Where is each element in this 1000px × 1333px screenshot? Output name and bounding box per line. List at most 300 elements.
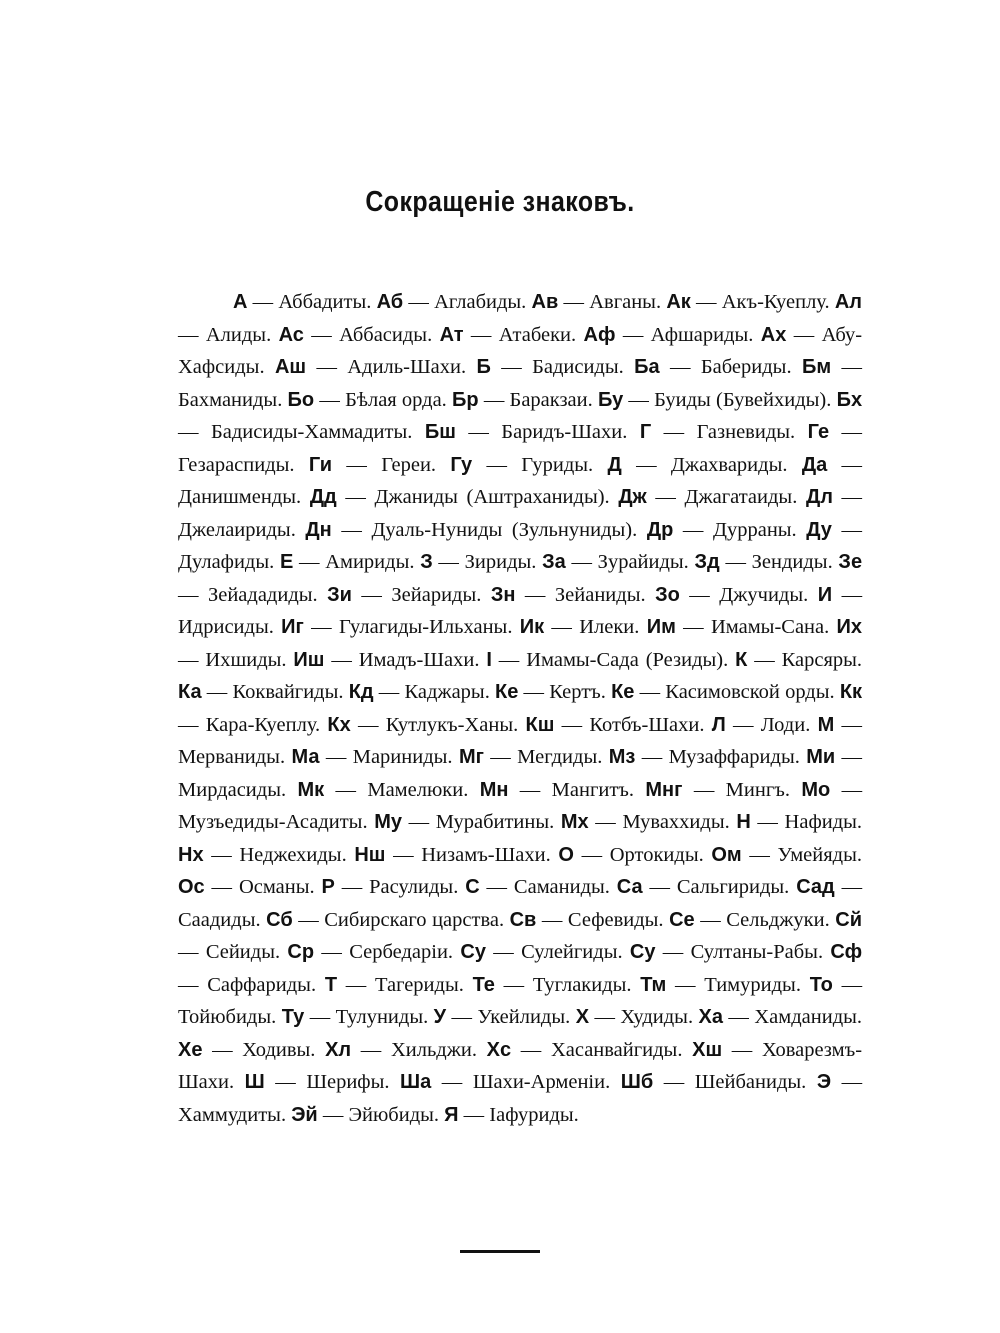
abbreviation-code: Кд: [348, 681, 374, 703]
abbreviation-code: Мк: [297, 778, 325, 801]
dynasty-name: Касимовской орды.: [665, 681, 835, 703]
abbreviation-code: Сф: [830, 941, 863, 963]
dynasty-name: Зурайиды.: [597, 551, 689, 573]
abbreviation-entry: [487, 1039, 683, 1061]
abbreviation-entry: [561, 811, 730, 833]
entry-separator: —: [690, 291, 722, 313]
dynasty-name: Музъедиды-Асадиты.: [178, 811, 368, 833]
dynasty-name: Низамъ-Шахи.: [421, 843, 551, 866]
abbreviation-code: То: [809, 973, 833, 996]
dynasty-name: Мирдасиды.: [178, 778, 287, 801]
dynasty-name: Алиды.: [205, 323, 272, 346]
abbreviation-code: Б: [476, 356, 491, 378]
dynasty-name: Дуаль-Нуниды (Зульнуниды).: [371, 518, 638, 541]
entry-separator: —: [385, 843, 422, 866]
abbreviation-entry: [233, 291, 371, 313]
dynasty-name: Іафуриды.: [489, 1103, 579, 1126]
dynasty-name: Газневиды.: [696, 421, 796, 443]
abbreviation-entry: [666, 291, 829, 313]
abbreviation-code: Ка: [178, 681, 202, 703]
entry-separator: —: [350, 713, 386, 736]
abbreviation-entry: [425, 421, 628, 443]
abbreviation-code: Ав: [531, 291, 559, 313]
dynasty-name: Хамданиды.: [754, 1006, 863, 1028]
abbreviation-entry: [532, 291, 662, 313]
abbreviation-code: Ом: [711, 843, 742, 866]
entry-separator: —: [324, 648, 359, 671]
abbreviation-code: Мнг: [645, 778, 683, 801]
abbreviation-code: Н: [736, 811, 751, 833]
abbreviation-code: Гу: [450, 453, 473, 476]
dynasty-name: Муваххиды.: [622, 811, 730, 833]
dynasty-name: Имамы-Сана.: [710, 616, 830, 638]
dynasty-name: Дурраны.: [712, 518, 797, 541]
abbreviation-code: Кк: [839, 681, 863, 703]
abbreviation-entry: [647, 519, 797, 541]
entry-separator: —: [554, 713, 590, 736]
abbreviation-code: Ак: [666, 291, 691, 313]
entry-separator: —: [621, 453, 671, 476]
abbreviation-entry: [354, 844, 550, 866]
abbreviation-entry: [266, 909, 504, 931]
abbreviation-code: Иг: [281, 616, 304, 638]
dynasty-name: Кертъ.: [549, 681, 606, 703]
dynasty-name: Гереи.: [381, 453, 437, 476]
dynasty-name: Джахвариды.: [670, 453, 788, 476]
dynasty-name: Сельджуки.: [726, 908, 830, 931]
abbreviation-code: Бу: [597, 388, 624, 411]
abbreviation-entry: [542, 551, 689, 573]
dynasty-name: Тойюбиды.: [178, 1006, 277, 1028]
entry-separator: —: [651, 421, 697, 443]
abbreviation-code: Бм: [801, 356, 832, 378]
abbreviation-entry: [245, 1071, 390, 1093]
abbreviation-code: Р: [321, 876, 335, 898]
abbreviation-entry: [400, 1071, 610, 1093]
entry-separator: —: [455, 421, 502, 443]
dynasty-name: Каджары.: [404, 681, 490, 703]
abbreviation-code: Мо: [801, 778, 831, 801]
entry-separator: —: [472, 453, 522, 476]
abbreviation-code: С: [465, 876, 480, 898]
entry-separator: —: [332, 453, 382, 476]
entry-separator: —: [490, 356, 533, 378]
entry-separator: —: [303, 616, 339, 638]
abbreviation-code: Д: [607, 453, 622, 476]
entry-separator: —: [303, 323, 340, 346]
dynasty-name: Бабериды.: [700, 356, 792, 378]
abbreviation-entry: [327, 584, 481, 606]
abbreviation-code: Ма: [291, 746, 320, 768]
abbreviation-code: Шб: [620, 1071, 654, 1093]
abbreviation-code: Хш: [692, 1038, 723, 1061]
entry-separator: —: [750, 811, 785, 833]
entry-separator: —: [544, 616, 580, 638]
dynasty-name: Зириды.: [464, 551, 537, 573]
entry-separator: —: [319, 746, 353, 768]
abbreviation-entry: [520, 616, 640, 638]
entry-separator: —: [446, 1006, 478, 1028]
dynasty-name: Худиды.: [620, 1006, 694, 1028]
abbreviation-entry: [310, 486, 610, 508]
entry-separator: —: [403, 291, 435, 313]
abbreviation-entry: [495, 681, 606, 703]
abbreviation-entry: [630, 941, 823, 963]
dynasty-name: Авганы.: [589, 291, 662, 313]
entry-separator: —: [666, 973, 705, 996]
abbreviation-entry: [322, 876, 459, 898]
abbreviation-code: Су: [629, 941, 656, 963]
dynasty-name: Ховарезмъ-Шахи.: [178, 1038, 863, 1093]
dynasty-name: Мегдиды.: [517, 746, 603, 768]
page-title: Сокращеніе знаковъ.: [365, 186, 635, 218]
dynasty-name: Ортокиды.: [609, 843, 704, 866]
dynasty-name: Котбъ-Шахи.: [589, 713, 705, 736]
dynasty-name: Зейариды.: [391, 583, 482, 606]
entry-separator: —: [292, 908, 325, 931]
abbreviation-code: За: [542, 551, 566, 573]
abbreviation-code: У: [433, 1006, 447, 1028]
abbreviation-entry: [309, 454, 436, 476]
abbreviation-code: Му: [374, 811, 402, 833]
abbreviation-code: Са: [616, 876, 643, 898]
abbreviation-code: Сй: [835, 908, 863, 931]
entry-separator: —: [655, 941, 691, 963]
dynasty-name: Эйюбиды.: [348, 1103, 440, 1126]
abbreviation-code: Г: [639, 421, 652, 443]
entry-separator: —: [834, 876, 863, 898]
dynasty-name: Тулуниды.: [335, 1006, 429, 1028]
abbreviation-code: Сад: [796, 876, 835, 898]
abbreviation-code: А: [233, 291, 248, 313]
abbreviation-entry: [618, 486, 797, 508]
dynasty-name: Саадиды.: [178, 908, 261, 931]
entry-separator: —: [634, 681, 666, 703]
entry-separator: —: [832, 486, 863, 508]
abbreviation-code: Сб: [266, 908, 293, 931]
abbreviation-code: Ду: [806, 518, 832, 541]
dynasty-name: Расулиды.: [369, 876, 459, 898]
abbreviation-code: Су: [460, 941, 486, 963]
abbreviation-entry: [617, 876, 790, 898]
abbreviation-entry: [609, 746, 800, 768]
dynasty-name: Амириды.: [325, 551, 415, 573]
entry-separator: —: [431, 1071, 473, 1093]
entry-separator: —: [831, 356, 862, 378]
entry-separator: —: [463, 323, 499, 346]
entry-separator: —: [485, 941, 522, 963]
dynasty-name: Ихшиды.: [205, 648, 287, 671]
dynasty-name: Бадисиды.: [532, 356, 624, 378]
abbreviation-code: Э: [816, 1071, 832, 1093]
abbreviation-entry: [645, 779, 790, 801]
abbreviation-code: Ха: [698, 1006, 723, 1028]
abbreviation-entry: [712, 714, 811, 736]
abbreviation-entry: [598, 389, 831, 411]
entry-separator: —: [458, 1103, 490, 1126]
abbreviation-code: Дн: [305, 518, 332, 541]
abbreviation-entry: [275, 356, 466, 378]
entry-separator: —: [432, 551, 465, 573]
dynasty-name: Хасанвайгиды.: [550, 1038, 683, 1061]
dynasty-name: Зендиды.: [751, 551, 833, 573]
entry-separator: —: [178, 323, 206, 346]
abbreviation-code: Аф: [583, 323, 616, 346]
entry-separator: —: [178, 973, 208, 996]
abbreviation-code: Ги: [308, 453, 333, 476]
abbreviation-code: Мн: [479, 778, 509, 801]
abbreviation-entry: [282, 1006, 429, 1028]
entry-separator: —: [402, 811, 436, 833]
entry-separator: —: [494, 973, 533, 996]
dynasty-name: Мамелюки.: [367, 778, 469, 801]
abbreviation-entry: [459, 746, 602, 768]
abbreviation-entry: [640, 974, 801, 996]
abbreviation-code: Ке: [611, 681, 635, 703]
abbreviation-code: Я: [444, 1103, 459, 1126]
entry-separator: —: [722, 1038, 762, 1061]
entry-separator: —: [178, 648, 206, 671]
abbreviation-code: Ср: [287, 941, 315, 963]
dynasty-name: Бѣлая орда.: [345, 388, 447, 411]
abbreviation-entry: [621, 1071, 807, 1093]
entry-separator: —: [334, 876, 370, 898]
dynasty-name: Гулагиды-Ильханы.: [338, 616, 513, 638]
abbreviation-code: І: [486, 648, 492, 671]
dynasty-name: Бахманиды.: [178, 388, 283, 411]
dynasty-name: Мангитъ.: [551, 778, 635, 801]
dynasty-name: Гуриды.: [521, 453, 594, 476]
abbreviation-code: Т: [324, 973, 338, 996]
dynasty-name: Сербедаріи.: [349, 941, 454, 963]
abbreviation-entry: [465, 876, 610, 898]
dynasty-name: Баридъ-Шахи.: [501, 421, 628, 443]
abbreviation-code: Бш: [424, 421, 456, 443]
abbreviation-code: Эй: [291, 1103, 318, 1126]
abbreviation-code: Ба: [634, 356, 660, 378]
abbreviation-code: Дж: [618, 486, 647, 508]
entry-separator: —: [725, 713, 761, 736]
abbreviation-entry: [655, 584, 808, 606]
dynasty-name: Атабеки.: [498, 323, 577, 346]
dynasty-name: Шейбаниды.: [694, 1071, 807, 1093]
dynasty-name: Сейиды.: [205, 941, 281, 963]
abbreviation-code: Дл: [805, 486, 833, 508]
entry-separator: —: [337, 973, 375, 996]
entry-separator: —: [747, 648, 782, 671]
dynasty-name: Коквайгиды.: [232, 681, 344, 703]
abbreviation-list: [178, 286, 862, 1131]
entry-separator: —: [202, 1038, 243, 1061]
abbreviation-entry: [480, 779, 634, 801]
abbreviation-entry: [711, 844, 862, 866]
dynasty-name: Нафиды.: [784, 811, 863, 833]
abbreviation-code: Кш: [525, 713, 555, 736]
entry-separator: —: [351, 1038, 391, 1061]
entry-separator: —: [314, 388, 346, 411]
entry-separator: —: [336, 486, 375, 508]
entry-separator: —: [589, 1006, 621, 1028]
abbreviation-code: Мг: [458, 746, 484, 768]
abbreviation-entry: [526, 714, 705, 736]
abbreviation-code: Аш: [274, 356, 307, 378]
dynasty-name: Шахи-Арменіи.: [472, 1071, 611, 1093]
abbreviation-code: Ал: [834, 291, 863, 313]
entry-separator: —: [827, 453, 863, 476]
entry-separator: —: [558, 291, 590, 313]
entry-separator: —: [835, 746, 863, 768]
dynasty-name: Умейяды.: [777, 843, 863, 866]
entry-separator: —: [829, 421, 863, 443]
abbreviation-code: Да: [801, 453, 828, 476]
dynasty-name: Карсяры.: [781, 648, 863, 671]
entry-separator: —: [830, 778, 863, 801]
dynasty-name: Мариниды.: [352, 746, 453, 768]
abbreviation-entry: [647, 616, 830, 638]
dynasty-name: Сальгириды.: [676, 876, 790, 898]
dynasty-name: Адиль-Шахи.: [347, 356, 467, 378]
abbreviation-entry: [293, 649, 479, 671]
closing-rule: [460, 1250, 540, 1253]
abbreviation-entry: [611, 681, 835, 703]
entry-separator: —: [536, 908, 568, 931]
abbreviation-code: Зи: [327, 583, 352, 606]
abbreviation-code: Ге: [807, 421, 830, 443]
abbreviation-entry: [297, 779, 468, 801]
entry-separator: —: [831, 518, 862, 541]
dynasty-name: Хаммудиты.: [178, 1103, 287, 1126]
dynasty-name: Туглакиды.: [532, 973, 632, 996]
entry-separator: —: [331, 518, 372, 541]
abbreviation-code: М: [817, 713, 835, 736]
dynasty-name: Джаниды (Аштраханиды).: [374, 486, 610, 508]
abbreviation-code: Ах: [760, 323, 787, 346]
entry-separator: —: [178, 713, 206, 736]
abbreviation-code: Аб: [376, 291, 404, 313]
entry-separator: —: [615, 323, 651, 346]
entry-separator: —: [491, 648, 527, 671]
abbreviation-code: Дд: [309, 486, 337, 508]
abbreviation-entry: [281, 616, 512, 638]
abbreviation-code: Ос: [178, 876, 205, 898]
entry-separator: —: [565, 551, 598, 573]
abbreviation-code: Св: [509, 908, 537, 931]
abbreviation-entry: [736, 811, 862, 833]
entry-separator: —: [306, 356, 348, 378]
dynasty-name: Акъ-Куеплу.: [721, 291, 830, 313]
abbreviation-code: Ту: [281, 1006, 305, 1028]
entry-separator: —: [264, 1071, 307, 1093]
entry-separator: —: [741, 843, 778, 866]
abbreviation-code: Ша: [400, 1071, 432, 1093]
abbreviation-entry: [178, 1039, 315, 1061]
entry-separator: —: [719, 551, 752, 573]
dynasty-name: Джучиды.: [719, 583, 809, 606]
dynasty-name: Аббасиды.: [339, 323, 433, 346]
abbreviation-entry: [634, 356, 791, 378]
dynasty-name: Османы.: [238, 876, 315, 898]
abbreviation-code: Тм: [640, 973, 667, 996]
abbreviation-entry: [735, 649, 862, 671]
entry-separator: —: [178, 421, 211, 443]
entry-separator: —: [508, 778, 552, 801]
dynasty-name: Зейададиды.: [207, 583, 318, 606]
abbreviation-entry: [305, 519, 637, 541]
entry-separator: —: [834, 713, 863, 736]
abbreviation-code: Зд: [694, 551, 720, 573]
abbreviation-code: Кх: [327, 713, 351, 736]
abbreviation-entry: [699, 1006, 863, 1028]
abbreviation-entry: [476, 356, 623, 378]
abbreviation-entry: [178, 681, 344, 703]
dynasty-name: Сибирскаго царства.: [324, 908, 505, 931]
entry-separator: —: [373, 681, 405, 703]
abbreviation-code: О: [558, 843, 574, 866]
abbreviation-code: Нх: [178, 843, 204, 866]
dynasty-name: Афшариды.: [650, 323, 754, 346]
dynasty-name: Гезараспиды.: [178, 453, 295, 476]
dynasty-name: Сулейгиды.: [521, 941, 623, 963]
entry-separator: —: [673, 518, 713, 541]
entry-separator: —: [203, 843, 240, 866]
abbreviation-entry: [178, 876, 315, 898]
entry-separator: —: [314, 941, 350, 963]
entry-separator: —: [511, 1038, 551, 1061]
abbreviation-entry: [558, 844, 703, 866]
dynasty-name: Мурабитины.: [435, 811, 555, 833]
entry-separator: —: [675, 616, 711, 638]
abbreviation-entry: [452, 389, 593, 411]
abbreviation-entry: [325, 1039, 477, 1061]
dynasty-name: Тимуриды.: [704, 973, 801, 996]
abbreviation-entry: [325, 974, 464, 996]
dynasty-name: Саманиды.: [513, 876, 610, 898]
abbreviation-entry: [280, 551, 415, 573]
entry-separator: —: [178, 941, 206, 963]
abbreviation-entry: [460, 941, 622, 963]
abbreviation-code: Зн: [490, 583, 516, 606]
entry-separator: —: [178, 583, 208, 606]
dynasty-name: Абу-Хафсиды.: [178, 323, 863, 378]
dynasty-name: Музаффариды.: [668, 746, 800, 768]
dynasty-name: Данишменды.: [178, 486, 302, 508]
dynasty-name: Укейлиды.: [477, 1006, 571, 1028]
abbreviation-code: Хл: [325, 1038, 352, 1061]
abbreviation-entry: [287, 941, 453, 963]
dynasty-name: Аббадиты.: [278, 291, 372, 313]
entry-separator: —: [642, 876, 677, 898]
entry-separator: —: [479, 876, 514, 898]
abbreviation-entry: [444, 1104, 579, 1126]
entry-separator: —: [518, 681, 550, 703]
abbreviation-code: Ас: [278, 323, 304, 346]
abbreviation-code: Иш: [293, 648, 325, 671]
abbreviation-code: Бр: [452, 388, 479, 411]
abbreviation-code: Се: [669, 908, 695, 931]
abbreviation-entry: [486, 649, 728, 671]
entry-separator: —: [247, 291, 279, 313]
entry-separator: —: [831, 1071, 863, 1093]
abbreviation-entry: [291, 746, 452, 768]
dynasty-name: Буиды (Бувейхиды).: [654, 388, 832, 411]
dynasty-name: Аглабиды.: [434, 291, 527, 313]
abbreviation-code: Ке: [495, 681, 519, 703]
abbreviation-entry: [440, 324, 577, 346]
abbreviation-code: Ми: [806, 746, 836, 768]
dynasty-name: Хильджи.: [390, 1038, 477, 1061]
abbreviation-code: Ат: [439, 323, 464, 346]
abbreviation-code: Ик: [519, 616, 545, 638]
